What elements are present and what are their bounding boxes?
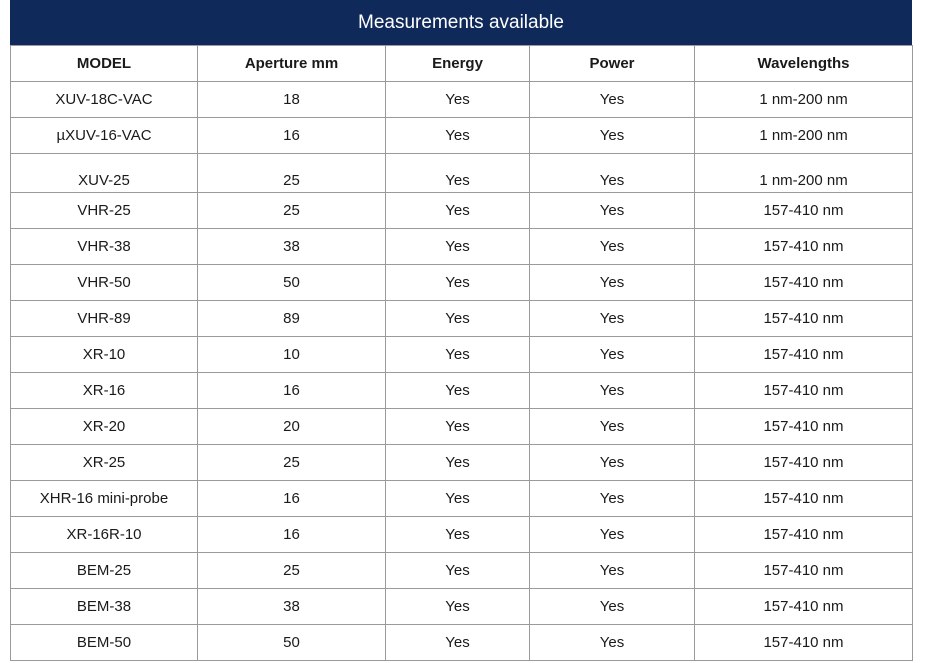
cell-energy: Yes	[386, 193, 530, 229]
table-row	[11, 265, 913, 301]
cell-power: Yes	[530, 118, 695, 154]
cell-power: Yes	[530, 265, 695, 301]
measurements-table	[10, 45, 913, 661]
cell-model: XR-25	[11, 445, 198, 481]
header-row	[11, 46, 913, 82]
cell-aperture: 25	[198, 445, 386, 481]
cell-aperture: 16	[198, 517, 386, 553]
table-row	[11, 445, 913, 481]
cell-wavelengths: 157-410 nm	[695, 445, 913, 481]
cell-energy: Yes	[386, 481, 530, 517]
table-row	[11, 625, 913, 661]
cell-aperture: 50	[198, 625, 386, 661]
cell-power: Yes	[530, 229, 695, 265]
table-row	[11, 193, 913, 229]
cell-wavelengths: 157-410 nm	[695, 373, 913, 409]
cell-power: Yes	[530, 553, 695, 589]
cell-aperture: 38	[198, 229, 386, 265]
cell-wavelengths: 157-410 nm	[695, 481, 913, 517]
cell-power: Yes	[530, 82, 695, 118]
cell-power: Yes	[530, 193, 695, 229]
cell-model: XR-16R-10	[11, 517, 198, 553]
cell-wavelengths: 157-410 nm	[695, 409, 913, 445]
cell-wavelengths: 157-410 nm	[695, 229, 913, 265]
cell-power: Yes	[530, 154, 695, 193]
cell-model: BEM-50	[11, 625, 198, 661]
column-header-energy: Energy	[386, 46, 530, 82]
cell-power: Yes	[530, 301, 695, 337]
cell-wavelengths: 157-410 nm	[695, 301, 913, 337]
cell-wavelengths: 157-410 nm	[695, 625, 913, 661]
cell-aperture: 18	[198, 82, 386, 118]
table-row	[11, 82, 913, 118]
cell-aperture: 10	[198, 337, 386, 373]
cell-energy: Yes	[386, 517, 530, 553]
column-header-power: Power	[530, 46, 695, 82]
cell-power: Yes	[530, 517, 695, 553]
cell-aperture: 20	[198, 409, 386, 445]
cell-model: XR-16	[11, 373, 198, 409]
cell-model: VHR-38	[11, 229, 198, 265]
cell-energy: Yes	[386, 409, 530, 445]
table-row	[11, 154, 913, 193]
cell-energy: Yes	[386, 589, 530, 625]
table-row	[11, 409, 913, 445]
cell-wavelengths: 157-410 nm	[695, 589, 913, 625]
table-row	[11, 517, 913, 553]
cell-wavelengths: 157-410 nm	[695, 265, 913, 301]
cell-wavelengths: 157-410 nm	[695, 553, 913, 589]
cell-wavelengths: 1 nm-200 nm	[695, 154, 913, 193]
table-row	[11, 118, 913, 154]
table-row	[11, 229, 913, 265]
cell-energy: Yes	[386, 118, 530, 154]
cell-energy: Yes	[386, 445, 530, 481]
cell-energy: Yes	[386, 301, 530, 337]
column-header-model: MODEL	[11, 46, 198, 82]
cell-energy: Yes	[386, 373, 530, 409]
table-row	[11, 301, 913, 337]
table-title-bar	[10, 0, 912, 45]
cell-wavelengths: 157-410 nm	[695, 337, 913, 373]
table-body	[11, 82, 913, 661]
cell-aperture: 16	[198, 481, 386, 517]
cell-aperture: 16	[198, 118, 386, 154]
cell-energy: Yes	[386, 82, 530, 118]
cell-aperture: 25	[198, 154, 386, 193]
cell-energy: Yes	[386, 154, 530, 193]
cell-power: Yes	[530, 481, 695, 517]
cell-power: Yes	[530, 409, 695, 445]
cell-model: BEM-25	[11, 553, 198, 589]
table-header	[11, 46, 913, 82]
cell-aperture: 50	[198, 265, 386, 301]
cell-aperture: 25	[198, 193, 386, 229]
table-title: Measurements available	[358, 11, 564, 33]
table-row	[11, 553, 913, 589]
table-row	[11, 373, 913, 409]
cell-energy: Yes	[386, 265, 530, 301]
cell-aperture: 38	[198, 589, 386, 625]
cell-model: XUV-18C-VAC	[11, 82, 198, 118]
column-header-wavelengths: Wavelengths	[695, 46, 913, 82]
cell-model: XHR-16 mini-probe	[11, 481, 198, 517]
cell-energy: Yes	[386, 337, 530, 373]
cell-power: Yes	[530, 337, 695, 373]
cell-energy: Yes	[386, 625, 530, 661]
cell-energy: Yes	[386, 229, 530, 265]
table-row	[11, 589, 913, 625]
cell-model: µXUV-16-VAC	[11, 118, 198, 154]
cell-energy: Yes	[386, 553, 530, 589]
cell-power: Yes	[530, 625, 695, 661]
column-header-aperture: Aperture mm	[198, 46, 386, 82]
cell-model: XR-20	[11, 409, 198, 445]
cell-aperture: 89	[198, 301, 386, 337]
cell-model: VHR-25	[11, 193, 198, 229]
cell-power: Yes	[530, 445, 695, 481]
table-row	[11, 481, 913, 517]
cell-wavelengths: 157-410 nm	[695, 193, 913, 229]
cell-power: Yes	[530, 373, 695, 409]
cell-wavelengths: 157-410 nm	[695, 517, 913, 553]
cell-wavelengths: 1 nm-200 nm	[695, 118, 913, 154]
cell-aperture: 25	[198, 553, 386, 589]
cell-model: XUV-25	[11, 154, 198, 193]
cell-model: VHR-89	[11, 301, 198, 337]
cell-model: XR-10	[11, 337, 198, 373]
cell-model: BEM-38	[11, 589, 198, 625]
table-row	[11, 337, 913, 373]
cell-aperture: 16	[198, 373, 386, 409]
cell-model: VHR-50	[11, 265, 198, 301]
cell-power: Yes	[530, 589, 695, 625]
cell-wavelengths: 1 nm-200 nm	[695, 82, 913, 118]
